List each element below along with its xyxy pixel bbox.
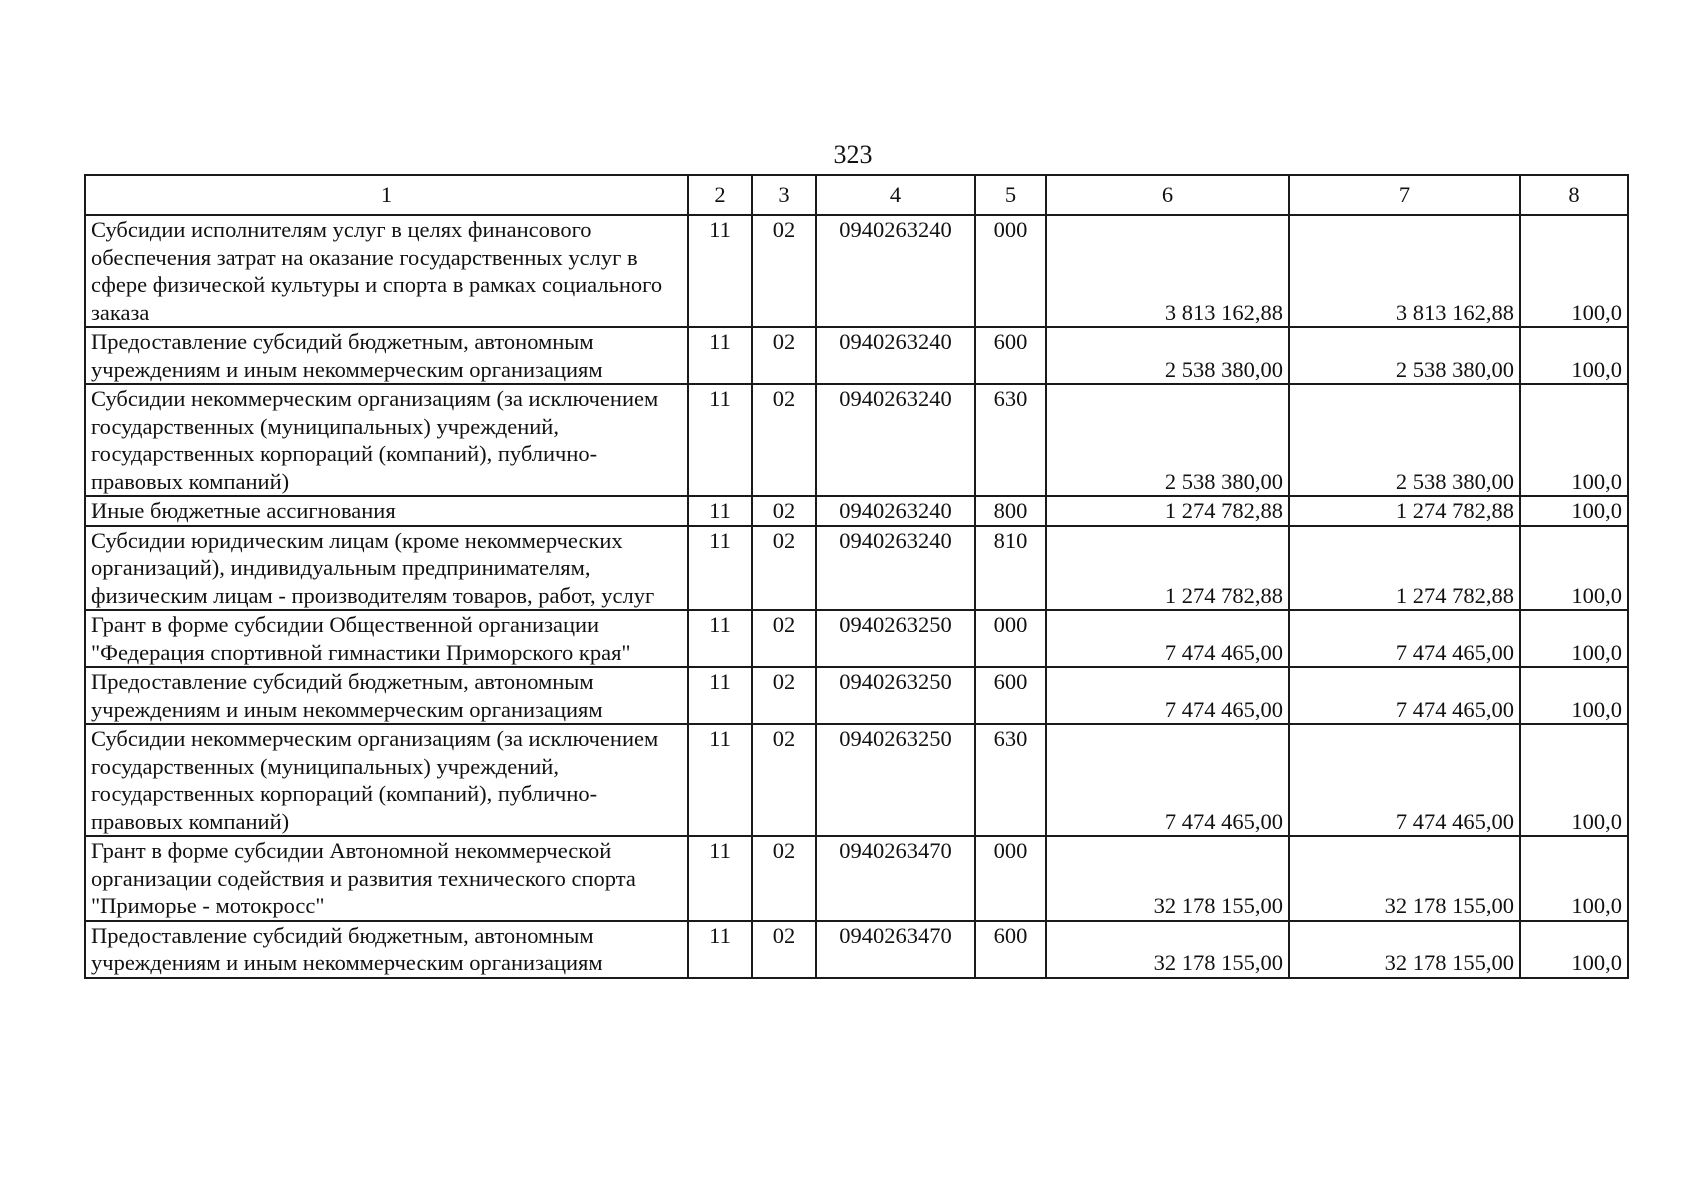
row-subsection: 02 [752,526,816,611]
row-percent: 100,0 [1520,836,1628,921]
header-col-1: 1 [85,175,688,215]
table-row [85,384,1628,496]
row-subsection: 02 [752,921,816,978]
table-row [85,724,1628,836]
row-executed: 1 274 782,88 [1289,496,1520,526]
row-name: Иные бюджетные ассигнования [85,496,688,526]
table-row [85,921,1628,978]
row-section: 11 [688,921,752,978]
row-percent: 100,0 [1520,921,1628,978]
row-percent: 100,0 [1520,327,1628,384]
row-executed: 32 178 155,00 [1289,836,1520,921]
table-header [85,175,1628,215]
row-name: Субсидии исполнителям услуг в целях финансового обеспечения затрат на оказание государственных услуг в сфере физической культуры и спорта в рамках социального заказа [85,215,688,327]
row-name: Субсидии юридическим лицам (кроме некоммерческих организаций), индивидуальным предпринимателям, физическим лицам - производителям товаров, работ, услуг [85,526,688,611]
row-plan: 2 538 380,00 [1046,384,1289,496]
row-section: 11 [688,667,752,724]
row-expense-type: 630 [975,724,1046,836]
row-expense-type: 600 [975,921,1046,978]
row-target-article: 0940263240 [816,327,975,384]
table-row [85,836,1628,921]
row-name: Грант в форме субсидии Общественной организации "Федерация спортивной гимнастики Приморского края" [85,610,688,667]
row-section: 11 [688,610,752,667]
row-percent: 100,0 [1520,724,1628,836]
row-subsection: 02 [752,384,816,496]
row-plan: 2 538 380,00 [1046,327,1289,384]
row-target-article: 0940263240 [816,526,975,611]
table-row [85,667,1628,724]
row-subsection: 02 [752,215,816,327]
row-section: 11 [688,384,752,496]
row-section: 11 [688,327,752,384]
row-target-article: 0940263250 [816,667,975,724]
row-plan: 1 274 782,88 [1046,526,1289,611]
row-name: Предоставление субсидий бюджетным, автономным учреждениям и иным некоммерческим организациям [85,667,688,724]
row-name: Субсидии некоммерческим организациям (за исключением государственных (муниципальных) учреждений, государственных корпораций (компаний), публично-правовых компаний) [85,724,688,836]
row-target-article: 0940263470 [816,836,975,921]
row-name: Предоставление субсидий бюджетным, автономным учреждениям и иным некоммерческим организациям [85,921,688,978]
row-executed: 1 274 782,88 [1289,526,1520,611]
page-number: 323 [833,140,873,169]
row-plan: 7 474 465,00 [1046,610,1289,667]
row-plan: 3 813 162,88 [1046,215,1289,327]
row-subsection: 02 [752,724,816,836]
row-executed: 2 538 380,00 [1289,384,1520,496]
row-executed: 2 538 380,00 [1289,327,1520,384]
row-percent: 100,0 [1520,667,1628,724]
row-percent: 100,0 [1520,215,1628,327]
row-percent: 100,0 [1520,610,1628,667]
header-col-8: 8 [1520,175,1628,215]
row-target-article: 0940263250 [816,610,975,667]
row-executed: 7 474 465,00 [1289,610,1520,667]
row-target-article: 0940263240 [816,384,975,496]
table-row [85,496,1628,526]
row-section: 11 [688,724,752,836]
row-percent: 100,0 [1520,526,1628,611]
row-percent: 100,0 [1520,384,1628,496]
header-col-2: 2 [688,175,752,215]
header-row [85,175,1628,215]
row-plan: 1 274 782,88 [1046,496,1289,526]
header-col-3: 3 [752,175,816,215]
table-body [85,215,1628,978]
row-subsection: 02 [752,610,816,667]
row-target-article: 0940263250 [816,724,975,836]
header-col-7: 7 [1289,175,1520,215]
table-row [85,327,1628,384]
row-expense-type: 000 [975,215,1046,327]
row-subsection: 02 [752,496,816,526]
row-section: 11 [688,836,752,921]
row-expense-type: 810 [975,526,1046,611]
row-expense-type: 630 [975,384,1046,496]
row-expense-type: 800 [975,496,1046,526]
row-expense-type: 000 [975,836,1046,921]
row-name: Предоставление субсидий бюджетным, автономным учреждениям и иным некоммерческим организациям [85,327,688,384]
row-percent: 100,0 [1520,496,1628,526]
header-col-4: 4 [816,175,975,215]
row-executed: 7 474 465,00 [1289,667,1520,724]
row-section: 11 [688,526,752,611]
header-col-6: 6 [1046,175,1289,215]
row-name: Субсидии некоммерческим организациям (за исключением государственных (муниципальных) учреждений, государственных корпораций (компаний), публично-правовых компаний) [85,384,688,496]
table-row [85,610,1628,667]
budget-table [84,174,1629,979]
row-target-article: 0940263240 [816,496,975,526]
row-plan: 32 178 155,00 [1046,836,1289,921]
row-section: 11 [688,215,752,327]
table-row [85,215,1628,327]
row-target-article: 0940263470 [816,921,975,978]
row-executed: 32 178 155,00 [1289,921,1520,978]
row-subsection: 02 [752,836,816,921]
row-section: 11 [688,496,752,526]
row-expense-type: 600 [975,667,1046,724]
row-executed: 3 813 162,88 [1289,215,1520,327]
row-plan: 7 474 465,00 [1046,667,1289,724]
row-expense-type: 600 [975,327,1046,384]
row-expense-type: 000 [975,610,1046,667]
row-target-article: 0940263240 [816,215,975,327]
row-plan: 32 178 155,00 [1046,921,1289,978]
row-subsection: 02 [752,667,816,724]
row-executed: 7 474 465,00 [1289,724,1520,836]
header-col-5: 5 [975,175,1046,215]
row-name: Грант в форме субсидии Автономной некоммерческой организации содействия и развития технического спорта "Приморье - мотокросс" [85,836,688,921]
row-plan: 7 474 465,00 [1046,724,1289,836]
table-row [85,526,1628,611]
row-subsection: 02 [752,327,816,384]
